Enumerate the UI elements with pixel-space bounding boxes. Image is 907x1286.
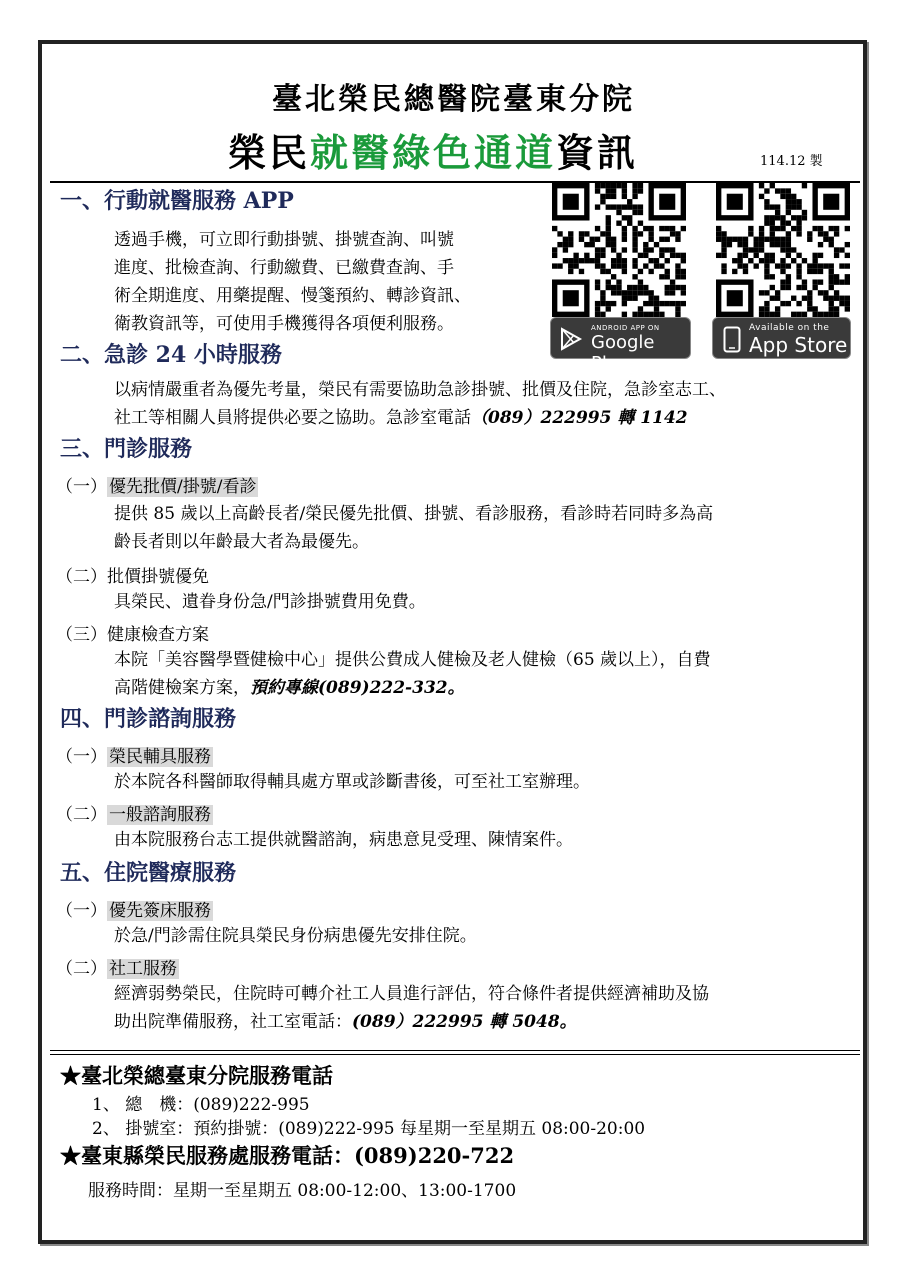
google-play-qr-code [552, 183, 686, 317]
s3-sub-2-num: （二） [56, 567, 107, 587]
s4-sub-2-label: 一般諮詢服務 [109, 805, 211, 825]
footer-divider-2 [50, 1054, 860, 1055]
s5-sub-2 [56, 954, 179, 979]
play-icon [559, 327, 583, 351]
section-4-heading: 四、門診諮詢服務 [60, 706, 237, 732]
s5-sub-2-label: 社工服務 [109, 959, 177, 979]
footer-heading-2: ★臺東縣榮民服務處服務電話：(089)220-722 [60, 1143, 515, 1168]
section-3-heading: 三、門診服務 [60, 436, 193, 462]
s3-sub-2 [56, 562, 209, 587]
s3-sub-1-label: 優先批價/掛號/看診 [109, 477, 257, 497]
document-title [228, 122, 638, 177]
s3-sub-1 [56, 472, 258, 497]
section-1-heading: 一、行動就醫服務 APP [60, 188, 294, 214]
s5-sub-2-line-2 [114, 1008, 577, 1036]
section-5-heading: 五、住院醫療服務 [60, 860, 237, 886]
footer-divider-1 [50, 1050, 860, 1051]
s4-sub-2-num: （二） [56, 805, 107, 825]
app-store-small-text: Available on the [749, 323, 830, 333]
s3-sub-1-num: （一） [56, 477, 107, 497]
s3-sub-3-num: （三） [56, 625, 107, 645]
s4-sub-2 [56, 800, 213, 825]
s4-sub-2-line-1: 由本院服務台志工提供就醫諮詢，病患意見受理、陳情案件。 [114, 830, 573, 850]
google-play-badge[interactable] [550, 317, 691, 374]
s4-sub-1 [56, 742, 213, 767]
social-work-phone: (089）222995 轉 5048。 [352, 1012, 577, 1032]
app-store-badge[interactable] [712, 317, 851, 359]
s2-line-2-text: 社工等相關人員將提供必要之協助。急診室電話 [114, 408, 471, 428]
footer-line-1: 1、 總 機：(089)222-995 [92, 1095, 310, 1115]
s2-line-1: 以病情嚴重者為優先考量，榮民有需要協助急診掛號、批價及住院，急診室志工、 [114, 380, 726, 400]
s4-sub-1-line-1: 於本院各科醫師取得輔具處方單或診斷書後，可至社工室辦理。 [114, 772, 590, 792]
s3-sub-1-line-2: 齡長者則以年齡最大者為最優先。 [114, 532, 369, 552]
hospital-title: 臺北榮民總醫院臺東分院 [272, 82, 635, 117]
s3-sub-3-line-2-text: 高階健檢案方案， [114, 678, 250, 698]
s3-sub-2-label: 批價掛號優免 [107, 567, 209, 587]
s5-sub-1 [56, 896, 213, 921]
s1-line-3: 術全期進度、用藥提醒、慢箋預約、轉診資訊、 [114, 286, 471, 306]
emergency-phone: （089）222995 轉 1142 [471, 408, 688, 428]
health-check-phone: 預約專線(089)222-332。 [250, 678, 465, 698]
s3-sub-2-line-1: 具榮民、遺眷身份急/門診掛號費用免費。 [114, 592, 426, 612]
s3-sub-3-line-2 [114, 674, 465, 702]
s4-sub-1-num: （一） [56, 747, 107, 767]
s5-sub-1-label: 優先簽床服務 [109, 901, 211, 921]
s1-line-4: 衛教資訊等，可使用手機獲得各項便利服務。 [114, 314, 454, 334]
title-part-green: 就醫綠色通道 [310, 130, 557, 175]
made-date: 114.12 製 [760, 154, 823, 169]
s1-line-1: 透過手機，可立即行動掛號、掛號查詢、叫號 [114, 230, 454, 250]
google-play-text: Google Play [591, 332, 655, 374]
footer-heading-1: ★臺北榮總臺東分院服務電話 [60, 1063, 333, 1088]
s4-sub-1-label: 榮民輔具服務 [109, 747, 211, 767]
s5-sub-1-num: （一） [56, 901, 107, 921]
footer-line-3: 服務時間：星期一至星期五 08:00-12:00、13:00-1700 [88, 1181, 517, 1201]
s3-sub-3-label: 健康檢查方案 [107, 625, 209, 645]
s1-line-2: 進度、批檢查詢、行動繳費、已繳費查詢、手 [114, 258, 454, 278]
s3-sub-1-line-1: 提供 85 歲以上高齡長者/榮民優先批價、掛號、看診服務，看診時若同時多為高 [114, 504, 714, 524]
s3-sub-3-line-1: 本院「美容醫學暨健檢中心」提供公費成人健檢及老人健檢（65 歲以上），自費 [114, 650, 711, 670]
s5-sub-2-line-1: 經濟弱勢榮民，住院時可轉介社工人員進行評估，符合條件者提供經濟補助及協 [114, 984, 709, 1004]
section-2-heading: 二、急診 24 小時服務 [60, 342, 282, 368]
title-part-1: 榮民 [228, 130, 311, 175]
title-part-3: 資訊 [556, 130, 639, 175]
google-play-small-text: ANDROID APP ON [591, 324, 660, 332]
s3-sub-3 [56, 620, 209, 645]
app-store-qr-code [716, 183, 850, 317]
s5-sub-1-line-1: 於急/門診需住院具榮民身份病患優先安排住院。 [114, 926, 477, 946]
s5-sub-2-line-2-text: 助出院準備服務，社工室電話： [114, 1012, 352, 1032]
s5-sub-2-num: （二） [56, 959, 107, 979]
phone-icon [723, 326, 741, 353]
s2-line-2 [114, 404, 688, 432]
app-store-text: App Store [749, 333, 848, 357]
footer-line-2: 2、 掛號室：預約掛號：(089)222-995 每星期一至星期五 08:00-20:00 [92, 1119, 646, 1139]
